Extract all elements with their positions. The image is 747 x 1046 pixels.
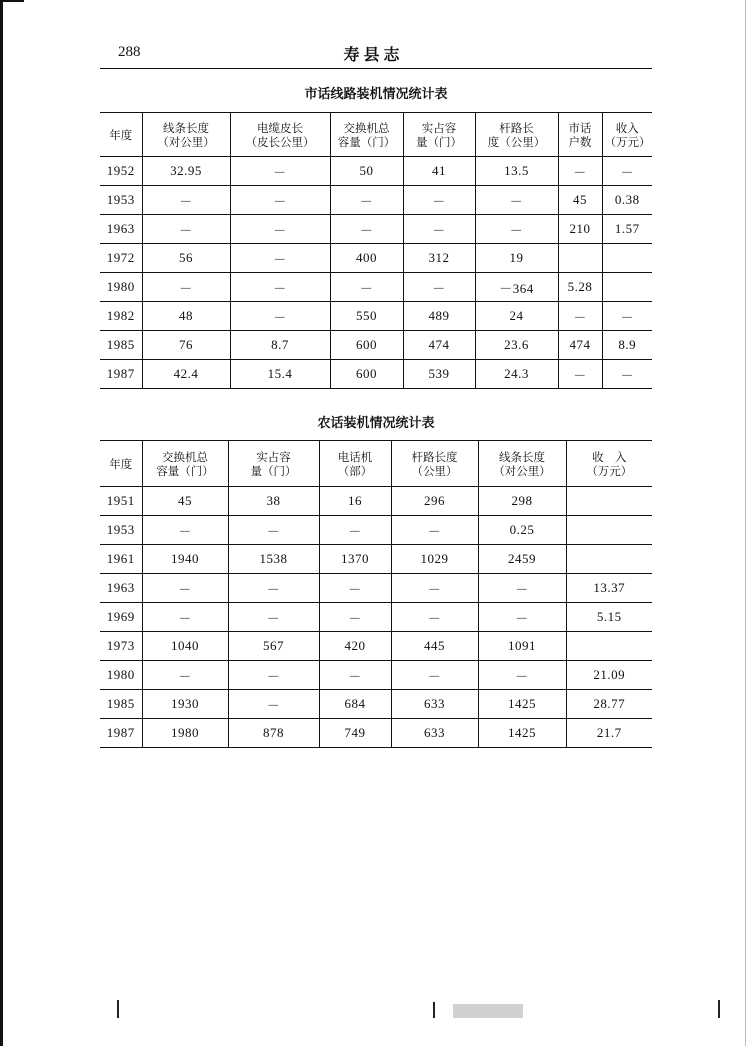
- header-rule: [100, 68, 652, 69]
- table-cell: 21.7: [566, 719, 652, 748]
- table-cell: －: [230, 273, 330, 302]
- table-cell: 13.5: [475, 157, 558, 186]
- table-cell: 24.3: [475, 360, 558, 389]
- table-cell: 600: [330, 331, 403, 360]
- table-cell: －: [319, 603, 391, 632]
- table-cell: 550: [330, 302, 403, 331]
- table-cell: －: [602, 157, 652, 186]
- year-cell: 1972: [100, 244, 142, 273]
- table-cell: －: [475, 186, 558, 215]
- table-cell: －: [230, 302, 330, 331]
- table-cell: －: [142, 215, 230, 244]
- table-cell: 19: [475, 244, 558, 273]
- year-cell: 1963: [100, 574, 142, 603]
- column-header-line: 户数: [568, 134, 592, 149]
- table-cell: －: [228, 661, 319, 690]
- table-cell: －: [558, 360, 602, 389]
- table-row: [100, 487, 652, 516]
- year-cell: 1951: [100, 487, 142, 516]
- column-header-line: （皮长公里）: [245, 134, 315, 149]
- table-cell: －: [228, 690, 319, 719]
- table-cell: －: [319, 574, 391, 603]
- table-cell: 0.25: [478, 516, 566, 545]
- scan-right-edge: [745, 0, 746, 1046]
- table-cell: 15.4: [230, 360, 330, 389]
- table-cell: －: [228, 603, 319, 632]
- table-cell: －: [602, 302, 652, 331]
- year-cell: 1969: [100, 603, 142, 632]
- year-cell: 1952: [100, 157, 142, 186]
- table-cell: 445: [391, 632, 478, 661]
- column-header-line: 量（门）: [250, 463, 297, 478]
- table-cell: 1940: [142, 545, 228, 574]
- column-header: [100, 441, 142, 487]
- scan-mark: [117, 1000, 119, 1018]
- column-header-line: （公里）: [411, 463, 458, 478]
- table-cell: 48: [142, 302, 230, 331]
- table-cell: 0.38: [602, 186, 652, 215]
- city-telephone-table: [100, 112, 652, 389]
- scan-mark: [453, 1004, 523, 1018]
- column-header-line: 线条长度: [499, 449, 545, 464]
- scan-mark: [718, 1000, 720, 1018]
- table-cell: －: [558, 302, 602, 331]
- table-cell: 1091: [478, 632, 566, 661]
- table-cell: [566, 487, 652, 516]
- table-row: [100, 632, 652, 661]
- table-cell: －: [478, 661, 566, 690]
- year-cell: 1982: [100, 302, 142, 331]
- table-cell: 1538: [228, 545, 319, 574]
- table-cell: 23.6: [475, 331, 558, 360]
- table-cell: －: [228, 516, 319, 545]
- table-cell: 5.15: [566, 603, 652, 632]
- column-header-line: 杆路长度: [411, 449, 458, 464]
- column-header: [566, 441, 652, 487]
- table-row: [100, 574, 652, 603]
- table-row: [100, 690, 652, 719]
- year-cell: 1953: [100, 516, 142, 545]
- table-cell: 24: [475, 302, 558, 331]
- table-cell: －: [403, 273, 475, 302]
- table-cell: 41: [403, 157, 475, 186]
- column-header: [330, 113, 403, 157]
- year-cell: 1985: [100, 690, 142, 719]
- rural-telephone-table: [100, 440, 652, 748]
- year-cell: 1980: [100, 661, 142, 690]
- table-cell: 474: [403, 331, 475, 360]
- column-header: [319, 441, 391, 487]
- year-cell: 1953: [100, 186, 142, 215]
- table-cell: －: [391, 574, 478, 603]
- table-cell: 400: [330, 244, 403, 273]
- table-cell: 38: [228, 487, 319, 516]
- table-cell: －: [478, 574, 566, 603]
- table-cell: 633: [391, 719, 478, 748]
- table-row: [100, 186, 652, 215]
- table-cell: －: [330, 273, 403, 302]
- column-header: [403, 113, 475, 157]
- column-header-line: 电话机: [337, 449, 373, 464]
- table-header-row: [100, 441, 652, 487]
- table-cell: [566, 545, 652, 574]
- table-cell: －: [228, 574, 319, 603]
- column-header-line: 年度: [109, 456, 133, 471]
- table-cell: 8.7: [230, 331, 330, 360]
- column-header-line: 容量（门）: [156, 463, 214, 478]
- table-cell: －: [403, 186, 475, 215]
- table-cell: 749: [319, 719, 391, 748]
- table-cell: [602, 273, 652, 302]
- table-cell: 633: [391, 690, 478, 719]
- year-cell: 1985: [100, 331, 142, 360]
- table-row: [100, 157, 652, 186]
- table-cell: －: [403, 215, 475, 244]
- table-cell: 45: [558, 186, 602, 215]
- column-header: [478, 441, 566, 487]
- column-header: [558, 113, 602, 157]
- page-number: 288: [118, 44, 141, 60]
- column-header-line: 市话: [568, 120, 592, 135]
- column-header-line: 线条长度: [163, 120, 209, 135]
- table-cell: 567: [228, 632, 319, 661]
- scan-mark: [433, 1002, 435, 1018]
- table-cell: 32.95: [142, 157, 230, 186]
- table-cell: 8.9: [602, 331, 652, 360]
- table-cell: 5.28: [558, 273, 602, 302]
- table-cell: 296: [391, 487, 478, 516]
- table-cell: 28.77: [566, 690, 652, 719]
- table-cell: 45: [142, 487, 228, 516]
- table-cell: 298: [478, 487, 566, 516]
- table-cell: 539: [403, 360, 475, 389]
- table-cell: 42.4: [142, 360, 230, 389]
- table-cell: [602, 244, 652, 273]
- column-header-line: （万元）: [586, 463, 633, 478]
- table-cell: －: [602, 360, 652, 389]
- running-title: 寿县志: [343, 45, 404, 64]
- table-cell: －: [142, 273, 230, 302]
- table-cell: －: [478, 603, 566, 632]
- table-row: [100, 661, 652, 690]
- table-caption-rural: 农话装机情况统计表: [317, 416, 435, 431]
- table-cell: 600: [330, 360, 403, 389]
- table-cell: 420: [319, 632, 391, 661]
- table-cell: －: [142, 186, 230, 215]
- table-row: [100, 360, 652, 389]
- column-header-line: 量（门）: [416, 134, 462, 149]
- column-header: [230, 113, 330, 157]
- table-cell: 489: [403, 302, 475, 331]
- column-header: [602, 113, 652, 157]
- table-row: [100, 273, 652, 302]
- column-header-line: 交换机总: [162, 449, 208, 464]
- year-cell: 1987: [100, 360, 142, 389]
- table-row: [100, 603, 652, 632]
- table-cell: 1930: [142, 690, 228, 719]
- table-cell: 21.09: [566, 661, 652, 690]
- column-header: [142, 113, 230, 157]
- table-row: [100, 302, 652, 331]
- table-cell: 13.37: [566, 574, 652, 603]
- scan-corner-mark: [0, 0, 24, 2]
- table-cell: －: [330, 186, 403, 215]
- column-header-line: 交换机总: [343, 120, 390, 135]
- column-header-line: 度（公里）: [487, 134, 546, 149]
- table-cell: －: [319, 516, 391, 545]
- table-cell: －364: [475, 273, 558, 302]
- column-header-line: （对公里）: [157, 134, 215, 149]
- year-cell: 1961: [100, 545, 142, 574]
- table-cell: 1040: [142, 632, 228, 661]
- table-cell: 50: [330, 157, 403, 186]
- table-cell: －: [230, 244, 330, 273]
- table-cell: 76: [142, 331, 230, 360]
- table-cell: 1.57: [602, 215, 652, 244]
- table-cell: －: [230, 186, 330, 215]
- column-header: [100, 113, 142, 157]
- table-cell: 1370: [319, 545, 391, 574]
- column-header-line: 实占容: [421, 120, 457, 135]
- column-header-line: （对公里）: [493, 463, 551, 478]
- table-caption-city: 市话线路装机情况统计表: [304, 87, 448, 102]
- column-header-line: （万元）: [604, 134, 651, 149]
- table-cell: －: [230, 157, 330, 186]
- year-cell: 1973: [100, 632, 142, 661]
- year-cell: 1987: [100, 719, 142, 748]
- table-cell: 56: [142, 244, 230, 273]
- table-cell: 1425: [478, 690, 566, 719]
- table-cell: －: [558, 157, 602, 186]
- year-cell: 1980: [100, 273, 142, 302]
- table-row: [100, 244, 652, 273]
- column-header-line: （部）: [337, 463, 373, 478]
- table-row: [100, 331, 652, 360]
- table-cell: －: [391, 661, 478, 690]
- table-cell: －: [142, 603, 228, 632]
- table-cell: －: [142, 574, 228, 603]
- table-cell: －: [475, 215, 558, 244]
- table-cell: 1425: [478, 719, 566, 748]
- column-header-line: 电缆皮长: [257, 120, 303, 135]
- table-cell: －: [330, 215, 403, 244]
- table-cell: 312: [403, 244, 475, 273]
- table-cell: －: [142, 516, 228, 545]
- column-header-line: 收 入: [592, 449, 627, 464]
- table-cell: 1980: [142, 719, 228, 748]
- table-row: [100, 545, 652, 574]
- scan-left-edge: [0, 0, 3, 1046]
- table-row: [100, 719, 652, 748]
- table-row: [100, 516, 652, 545]
- table-cell: 210: [558, 215, 602, 244]
- column-header: [142, 441, 228, 487]
- table-cell: 1029: [391, 545, 478, 574]
- table-cell: 2459: [478, 545, 566, 574]
- table-cell: －: [230, 215, 330, 244]
- table-cell: 878: [228, 719, 319, 748]
- column-header: [391, 441, 478, 487]
- column-header-line: 收入: [615, 120, 639, 135]
- column-header: [228, 441, 319, 487]
- table-header-row: [100, 113, 652, 157]
- table-row: [100, 215, 652, 244]
- table-cell: －: [319, 661, 391, 690]
- table-cell: [566, 516, 652, 545]
- table-cell: －: [391, 516, 478, 545]
- table-cell: －: [391, 603, 478, 632]
- table-cell: 474: [558, 331, 602, 360]
- column-header-line: 实占容: [256, 449, 291, 464]
- column-header-line: 杆路长: [499, 120, 534, 135]
- table-cell: [566, 632, 652, 661]
- column-header-line: 年度: [109, 127, 133, 142]
- table-cell: [558, 244, 602, 273]
- table-cell: －: [142, 661, 228, 690]
- table-cell: 684: [319, 690, 391, 719]
- column-header: [475, 113, 558, 157]
- year-cell: 1963: [100, 215, 142, 244]
- table-cell: 16: [319, 487, 391, 516]
- column-header-line: 容量（门）: [337, 134, 396, 149]
